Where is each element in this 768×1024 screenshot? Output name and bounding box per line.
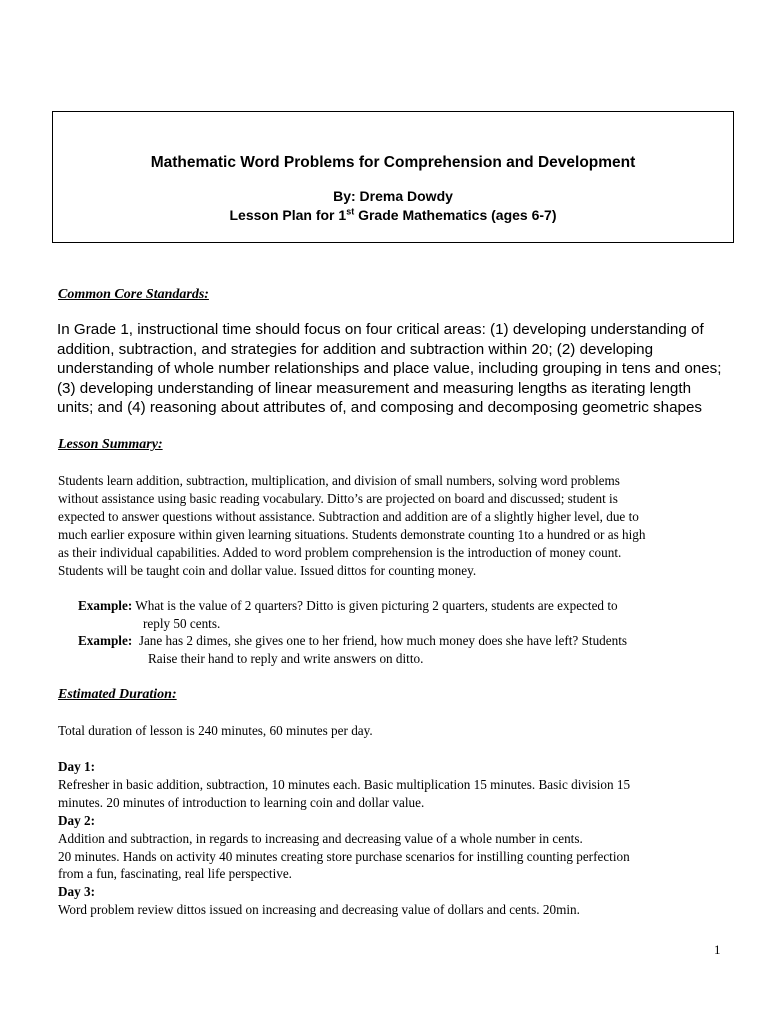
day-1-line: minutes. 20 minutes of introduction to learning coin and dollar value. bbox=[58, 794, 425, 810]
lesson-summary-heading: Lesson Summary: bbox=[58, 437, 163, 452]
lesson-summary-line: expected to answer questions without assistance. Subtraction and addition are of a slightly higher level, due to bbox=[58, 508, 639, 524]
day-1-label: Day 1: bbox=[58, 759, 95, 774]
common-core-line: In Grade 1, instructional time should focus on four critical areas: (1) developing understanding of bbox=[57, 321, 704, 338]
example-label: Example: bbox=[78, 598, 133, 613]
document-title: Mathematic Word Problems for Comprehension and Development bbox=[150, 154, 636, 171]
title-box bbox=[52, 111, 734, 243]
day-2-line: 20 minutes. Hands on activity 40 minutes creating store purchase scenarios for instilling counting perfection bbox=[58, 848, 630, 864]
page-number: 1 bbox=[714, 942, 721, 957]
day-2-line: from a fun, fascinating, real life perspective. bbox=[58, 866, 292, 882]
lesson-summary-text bbox=[58, 472, 645, 579]
example-continuation: reply 50 cents. bbox=[143, 615, 221, 631]
day-2-line: Addition and subtraction, in regards to increasing and decreasing value of a whole number in cents. bbox=[58, 830, 583, 846]
lesson-summary-line: as their individual capabilities. Added to word problem comprehension is the introduction of money count. bbox=[58, 544, 622, 560]
subtitle-prefix: Lesson Plan for 1 bbox=[229, 207, 347, 223]
day-3-line: Word problem review dittos issued on increasing and decreasing value of dollars and cents. 20min. bbox=[58, 902, 580, 918]
common-core-text bbox=[57, 320, 737, 418]
lesson-summary-line: Students will be taught coin and dollar value. Issued dittos for counting money. bbox=[58, 562, 477, 578]
example-2 bbox=[78, 632, 627, 667]
lesson-summary-line: Students learn addition, subtraction, multiplication, and division of small numbers, solving word problems bbox=[58, 473, 620, 488]
common-core-line: (3) developing understanding of linear measurement and measuring lengths as iterating length bbox=[57, 379, 692, 397]
example-text: What is the value of 2 quarters? Ditto is given picturing 2 quarters, students are expected to bbox=[135, 598, 618, 613]
lesson-plan-subtitle bbox=[53, 207, 733, 223]
lesson-summary-line: much earlier exposure within given learning situations. Students demonstrate counting 1to a hundred or as high bbox=[58, 526, 646, 542]
day-schedule bbox=[58, 758, 630, 919]
total-duration-text: Total duration of lesson is 240 minutes, 60 minutes per day. bbox=[58, 723, 373, 738]
common-core-heading: Common Core Standards: bbox=[58, 287, 209, 302]
example-label: Example: bbox=[78, 633, 133, 648]
lesson-summary-line: without assistance using basic reading vocabulary. Ditto’s are projected on board and discussed; student is bbox=[58, 490, 618, 506]
common-core-line: understanding of whole number relationships and place value, including grouping in tens and ones; bbox=[57, 360, 722, 377]
subtitle-superscript: st bbox=[346, 206, 355, 217]
day-1-line: Refresher in basic addition, subtraction, 10 minutes each. Basic multiplication 15 minutes. Basic division 15 bbox=[58, 776, 631, 792]
day-3-label: Day 3: bbox=[58, 884, 95, 900]
example-continuation: Raise their hand to reply and write answers on ditto. bbox=[148, 650, 424, 666]
example-text: Jane has 2 dimes, she gives one to her friend, how much money does she have left? Students bbox=[138, 633, 628, 648]
day-2-label: Day 2: bbox=[58, 812, 95, 828]
common-core-line: units; and (4) reasoning about attributes of, and composing and decomposing geometric shapes bbox=[57, 399, 703, 416]
example-1 bbox=[78, 597, 618, 632]
common-core-line: addition, subtraction, and strategies for addition and subtraction within 20; (2) developing bbox=[57, 340, 654, 358]
author-line: By: Drema Dowdy bbox=[333, 188, 453, 204]
subtitle-suffix: Grade Mathematics (ages 6-7) bbox=[354, 207, 557, 223]
estimated-duration-heading: Estimated Duration: bbox=[58, 687, 177, 702]
